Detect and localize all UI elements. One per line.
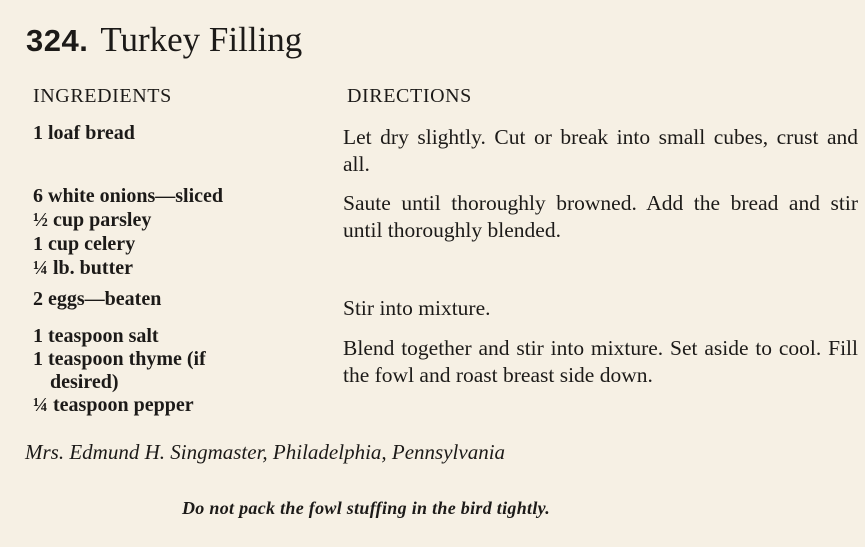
ingredient-line: desired) — [50, 371, 119, 393]
ingredient-line: 6 white onions—sliced — [33, 185, 224, 207]
ingredient-line: ¼ lb. butter — [33, 257, 133, 279]
ingredient-line: 1 loaf bread — [33, 122, 135, 144]
ingredient-line: 1 teaspoon thyme (if — [33, 348, 206, 370]
ingredient-line: ¼ teaspoon pepper — [33, 394, 194, 416]
step-2-direction: Saute until thoroughly browned. Add the bread and stir until thoroughly blended. — [343, 191, 858, 242]
ingredients-header: INGREDIENTS — [33, 85, 172, 107]
recipe-number: 324. — [26, 23, 89, 58]
step-4-ingredients — [33, 325, 206, 417]
step-1-direction: Let dry slightly. Cut or break into small cubes, crust and all. — [343, 125, 858, 176]
step-2-ingredients — [33, 184, 223, 280]
recipe-name: Turkey Filling — [100, 20, 303, 59]
recipe-note: Do not pack the fowl stuffing in the bird tightly. — [182, 498, 551, 518]
ingredient-line: 1 teaspoon salt — [33, 325, 159, 347]
recipe-title — [26, 22, 302, 57]
step-3-direction: Stir into mixture. — [343, 296, 491, 320]
step-4-direction: Blend together and stir into mixture. Set aside to cool. Fill the fowl and roast breast side down. — [343, 336, 858, 387]
step-1-ingredients — [33, 122, 135, 145]
ingredient-line: ½ cup parsley — [33, 209, 152, 231]
ingredient-line: 1 cup celery — [33, 233, 136, 255]
directions-header: DIRECTIONS — [347, 85, 472, 107]
recipe-credit: Mrs. Edmund H. Singmaster, Philadelphia, Pennsylvania — [25, 440, 506, 464]
ingredient-line: 2 eggs—beaten — [33, 288, 162, 310]
step-3-ingredients — [33, 288, 161, 311]
